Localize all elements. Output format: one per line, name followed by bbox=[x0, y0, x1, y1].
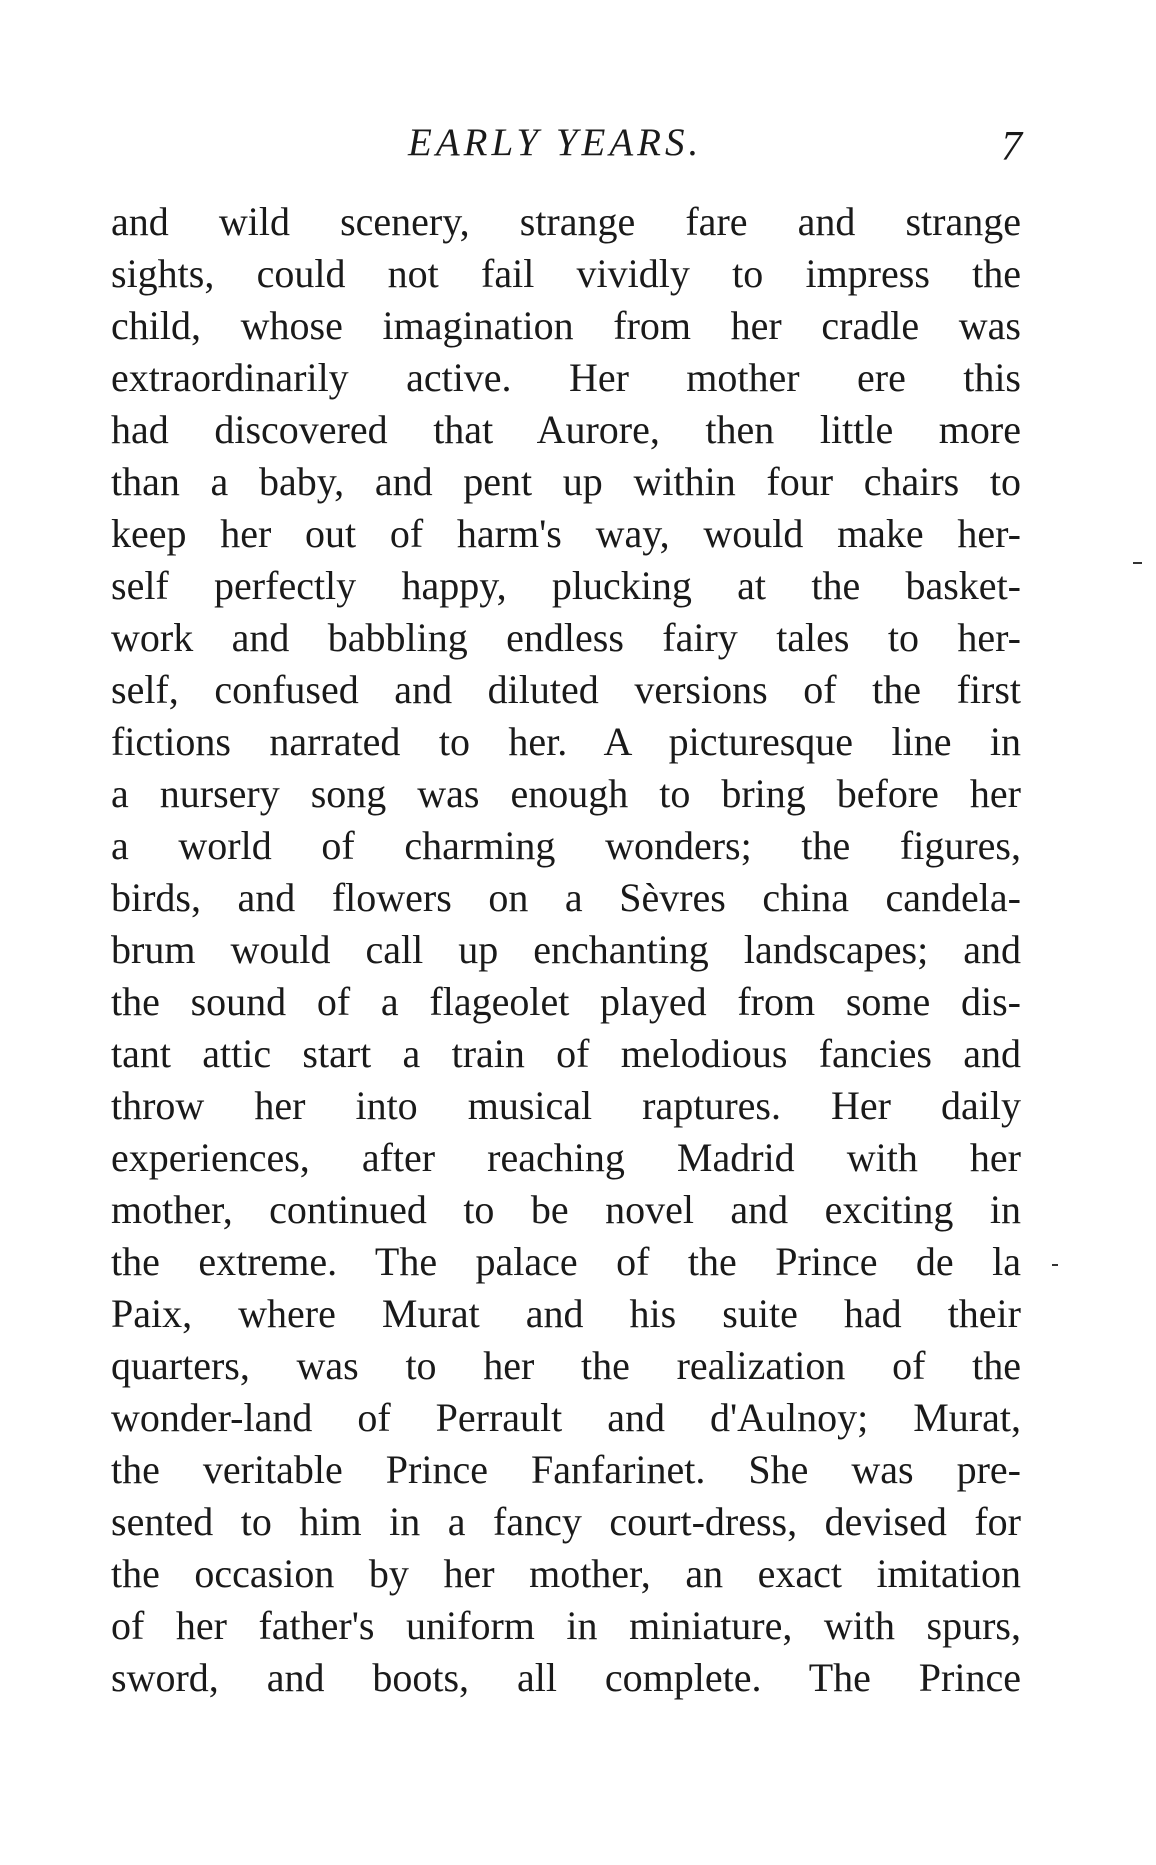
text-line: the occasion by her mother, an exact imitation bbox=[111, 1551, 1021, 1596]
chapter-title: EARLY YEARS. bbox=[408, 121, 703, 164]
margin-mark bbox=[1133, 562, 1142, 564]
text-line: wonder-land of Perrault and d'Aulnoy; Murat, bbox=[111, 1395, 1021, 1440]
text-line: sights, could not fail vividly to impress the bbox=[111, 251, 1021, 296]
text-line: child, whose imagination from her cradle was bbox=[111, 303, 1021, 348]
text-line: the sound of a flageolet played from some dis- bbox=[111, 979, 1021, 1024]
text-line: the veritable Prince Fanfarinet. She was pre- bbox=[111, 1447, 1021, 1492]
text-line: self perfectly happy, plucking at the basket- bbox=[111, 563, 1021, 608]
text-line: a nursery song was enough to bring before her bbox=[111, 771, 1021, 816]
text-line: sented to him in a fancy court-dress, devised for bbox=[111, 1499, 1021, 1544]
text-line: work and babbling endless fairy tales to her- bbox=[111, 615, 1021, 660]
body-text bbox=[111, 196, 1021, 1704]
text-line: keep her out of harm's way, would make her- bbox=[111, 511, 1021, 556]
text-line: extraordinarily active. Her mother ere this bbox=[111, 355, 1021, 400]
text-line: of her father's uniform in miniature, with spurs, bbox=[111, 1603, 1021, 1648]
text-line: brum would call up enchanting landscapes; and bbox=[111, 927, 1021, 972]
running-head bbox=[0, 118, 1156, 168]
text-line: experiences, after reaching Madrid with her bbox=[111, 1135, 1021, 1180]
text-line: birds, and flowers on a Sèvres china candela- bbox=[111, 875, 1021, 920]
text-line: self, confused and diluted versions of the first bbox=[111, 667, 1021, 712]
text-line: throw her into musical raptures. Her daily bbox=[111, 1083, 1021, 1128]
text-line: a world of charming wonders; the figures, bbox=[111, 823, 1021, 868]
text-line: Paix, where Murat and his suite had their bbox=[111, 1291, 1021, 1336]
text-line: sword, and boots, all complete. The Prince bbox=[111, 1655, 1021, 1700]
text-line: fictions narrated to her. A picturesque line in bbox=[111, 719, 1021, 764]
text-line: quarters, was to her the realization of the bbox=[111, 1343, 1021, 1388]
text-line: had discovered that Aurore, then little more bbox=[111, 407, 1021, 452]
text-line: mother, continued to be novel and exciting in bbox=[111, 1187, 1021, 1232]
text-line: tant attic start a train of melodious fancies and bbox=[111, 1031, 1021, 1076]
text-line: the extreme. The palace of the Prince de la bbox=[111, 1239, 1021, 1284]
text-line: than a baby, and pent up within four chairs to bbox=[111, 459, 1021, 504]
text-line: and wild scenery, strange fare and strange bbox=[111, 199, 1021, 244]
page-number: 7 bbox=[1001, 124, 1022, 170]
margin-mark bbox=[1052, 1264, 1058, 1266]
